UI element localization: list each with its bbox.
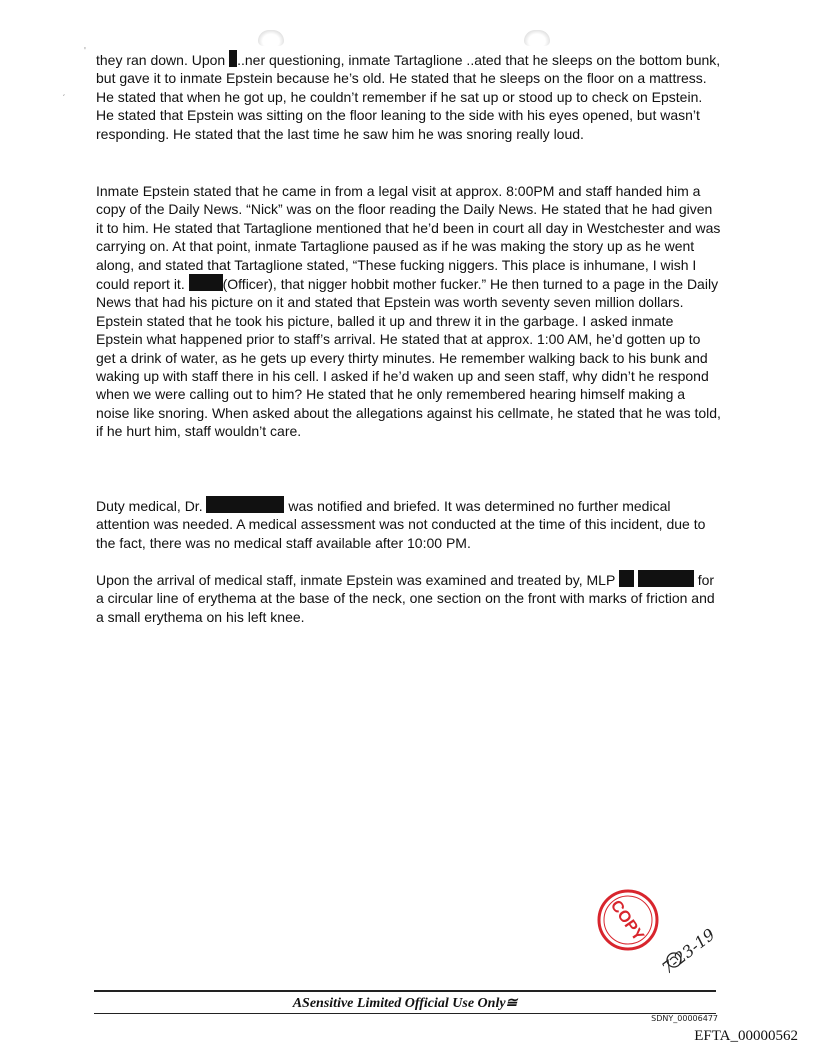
paragraph-epstein-statement	[96, 182, 722, 441]
paragraph-text: they ran down. Upon	[96, 52, 230, 68]
paragraph-medical-exam	[96, 570, 722, 626]
punch-hole-left	[258, 30, 284, 46]
bates-number-sdny: SDNY_00006477	[651, 1014, 718, 1023]
handwritten-date-text: 7-23-19	[658, 924, 719, 978]
scan-speck: '	[84, 46, 86, 57]
paragraph-text: for a circular line of erythema at the base of the neck, one section on the front with marks of friction and a small erythema on his left knee.	[96, 572, 715, 625]
paragraph-text: was notified and briefed. It was determined no further medical attention was needed. A medical assessment was not conducted at the time of this incident, due to the fact, there was no medical staff available after 10:00 PM.	[96, 498, 706, 551]
classification-footer: ASensitive Limited Official Use Only≅	[292, 996, 518, 1011]
paragraph-tartaglione-statement	[96, 50, 722, 143]
redaction-bar	[206, 496, 284, 513]
redaction-bar	[189, 274, 223, 291]
stamp-label: COPY	[606, 897, 647, 945]
redaction-bar	[638, 570, 694, 587]
paragraph-text: ..ner questioning, inmate Tartaglione ..ated that he sleeps on the bottom bunk, but gave it to inmate Epstein because he’s old. He stated that he sleeps on the floor on a mattress. He stated that when he got up, he couldn’t remember if he sat up or stood up to check on Epstein. He stated that Epstein was sitting on the floor leaning to the side with his eyes opened, but wasn’t responding. He stated that the last time he saw him he was snoring really loud.	[96, 52, 721, 142]
redaction-bar	[229, 50, 237, 67]
handwritten-date	[648, 912, 719, 978]
paragraph-text: Upon the arrival of medical staff, inmate Epstein was examined and treated by, MLP	[96, 572, 619, 588]
scan-speck: ˏ	[62, 86, 66, 97]
paragraph-text: (Officer), that nigger hobbit mother fucker.” He then turned to a page in the Daily News that had his picture on it and stated that Epstein was worth seventy seven million dollars. Epstein stated that he took his picture, balled it up and threw it in the garbage. I asked inmate Epstein what happened prior to staff’s arrival. He stated that at approx. 1:00 AM, he’d gotten up to get a drink of water, as he gets up every thirty minutes. He remember walking back to his bunk and waking up with staff there in his cell. I asked if he’d waken up and seen staff, why didn’t he respond when we were calling out to him? He stated that he only remembered hearing himself making a noise like snoring. When asked about the allegations against his cellmate, he stated that he was told, if he hurt him, staff wouldn’t care.	[96, 276, 721, 440]
paragraph-text: Duty medical, Dr.	[96, 498, 207, 514]
footer-rule-top	[94, 990, 716, 992]
bates-number-efta: EFTA_00000562	[694, 1028, 798, 1044]
footer-rule-bottom	[94, 1013, 716, 1014]
paragraph-duty-medical	[96, 496, 722, 552]
redaction-bar	[619, 570, 634, 587]
punch-hole-right	[524, 30, 550, 46]
paragraph-text: Inmate Epstein stated that he came in from a legal visit at approx. 8:00PM and staff handed him a copy of the Daily News. “Nick” was on the floor reading the Daily News. He stated that he had given it to him. He stated that Tartaglione mentioned that he’d been in court all day in Westchester and was carrying on. At that point, inmate Tartaglione paused as if he was making the story up as he went along, and stated that Tartaglione stated, “These fucking niggers. This place is inhumane, I wish I could report it.	[96, 183, 721, 293]
